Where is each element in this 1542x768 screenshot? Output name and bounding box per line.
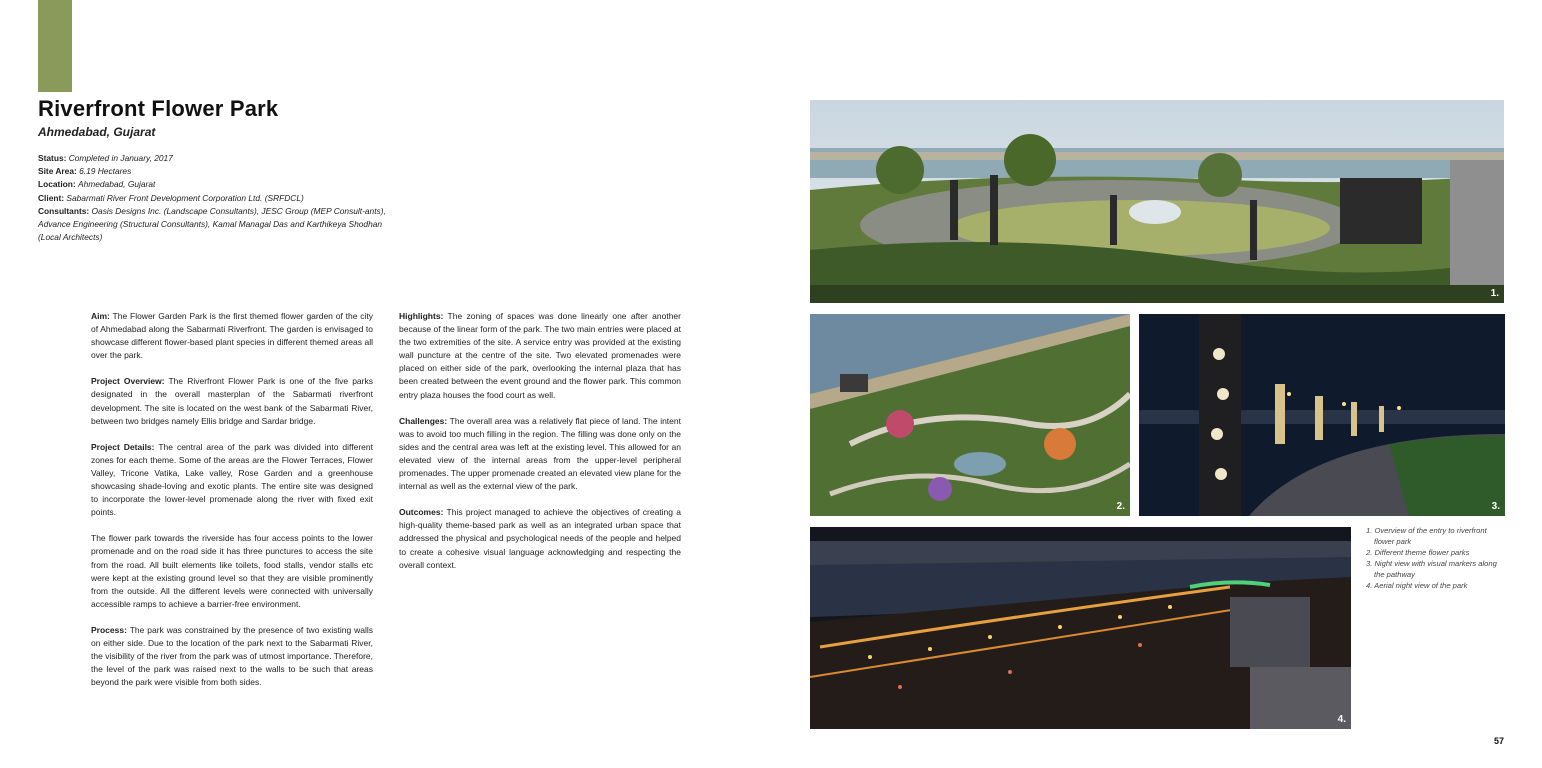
para-text: The zoning of spaces was done linearly one after another because of the linear form of the park. The two main entries were placed at the two extremities of the site. A service entry was provided at the existing wall puncture at the centre of the site. Two elevated promenades were placed on either side of the park, overlooking the internal plaza that has been created between the event ground and the flower park. This common entry plaza houses the food court as well. — [399, 311, 681, 400]
para-process — [91, 624, 373, 689]
para-label: Project Details: — [91, 441, 155, 452]
page-number: 57 — [1494, 736, 1505, 746]
photo-number: 3. — [1491, 501, 1500, 512]
caption-item: 4. Aerial night view of the park — [1366, 581, 1468, 590]
meta-site-area-value: 6.19 Hectares — [79, 166, 132, 177]
photo-park-entry-graphic — [810, 100, 1504, 303]
caption-item: 1. Overview of the entry to riverfront flower park — [1366, 526, 1487, 546]
para-challenges — [399, 415, 681, 494]
para-text: The central area of the park was divided into different zones for each theme. Some of the areas are the Flower Terraces, Flower Valley, Tricone Vatika, Lake valley, Rose Garden and a greenhouse showcasing shade-loving and exotic plants. The entire site was designed to incorporate the lower-level promenade along the river with fixed exit points. — [91, 441, 373, 518]
photo-aerial-night-view — [810, 527, 1351, 729]
meta-client — [38, 192, 403, 205]
para-label: Project Overview: — [91, 376, 165, 387]
photo-night-pathway-markers — [1139, 314, 1505, 516]
photo-number: 1. — [1490, 288, 1499, 299]
caption-item: 3. Night view with visual markers along the pathway — [1366, 559, 1497, 579]
page-subtitle: Ahmedabad, Gujarat — [38, 125, 156, 139]
para-text: The Flower Garden Park is the first themed flower garden of the city of Ahmedabad along the Sabarmati Riverfront. The garden is envisaged to showcase different flower-based plant species in different themed areas all over the park. — [91, 311, 373, 361]
para-outcomes — [399, 506, 681, 571]
meta-client-value: Sabarmati River Front Development Corporation Ltd. (SRFDCL) — [66, 192, 304, 203]
photo-aerial-night-graphic — [810, 527, 1351, 729]
meta-location — [38, 178, 403, 191]
para-text: The park was constrained by the presence of two existing walls on either side. Due to the location of the park next to the Sabarmati River, the visibility of the river from the park was of utmost importance. Therefore, the level of the park was raised next to the walls to be such that areas beyond the park were visible from both sides. — [91, 624, 373, 688]
project-meta — [38, 152, 403, 244]
photo-theme-flower-parks — [810, 314, 1130, 516]
para-label: Aim: — [91, 311, 110, 321]
para-label: Challenges: — [399, 415, 448, 426]
para-text: The Riverfront Flower Park is one of the five parks designated in the overall masterplan of the Sabarmati riverfront development. The site is located on the west bank of the Sabarmati River, between two bridges namely Ellis bridge and Sardar bridge. — [91, 376, 373, 426]
para-overview — [91, 375, 373, 427]
para-label: Highlights: — [399, 311, 444, 321]
accent-bar — [38, 0, 72, 92]
body-column-left — [91, 310, 373, 702]
caption-item: 2. Different theme flower parks — [1366, 548, 1470, 557]
meta-status — [38, 152, 403, 165]
meta-site-area-label: Site Area: — [38, 166, 77, 177]
body-column-right — [399, 310, 681, 585]
photo-night-pathway-graphic — [1139, 314, 1505, 516]
meta-client-label: Client: — [38, 192, 65, 203]
para-text: This project managed to achieve the objectives of creating a high-quality theme-based park as well as an integrated urban space that addressed the physical and psychological needs of the people and helped to create a cohesive visual language acknowledging and respecting the overall context. — [399, 507, 681, 570]
photo-number: 4. — [1337, 714, 1346, 725]
para-highlights — [399, 310, 681, 402]
para-label: Outcomes: — [399, 507, 444, 518]
meta-consultants — [38, 205, 403, 245]
para-access — [91, 532, 373, 611]
para-text: The flower park towards the riverside has four access points to the lower promenade and on the road side it has three punctures to access the site from the road. All built elements like toilets, food stalls, vendor stalls etc were kept at the existing ground level so that they are visible prominently from the outside. All the different levels were connected with universally accessible ramps to achieve a barrier-free environment. — [91, 533, 373, 609]
photo-theme-flower-parks-graphic — [810, 314, 1130, 516]
para-text: The overall area was a relatively flat piece of land. The intent was to avoid too much filling in the region. The filling was done only on the sides and the central area was left at the existing level. This allowed for an elevated view of the internal areas from the upper-level peripheral promenades. The upper promenade created an elevated view plane for the internal as well as the external view of the park. — [399, 415, 681, 492]
meta-site-area — [38, 165, 403, 178]
meta-status-label: Status: — [38, 153, 67, 163]
meta-consultants-value: Oasis Designs Inc. (Landscape Consultants), JESC Group (MEP Consult-ants), Advance Engineering (Structural Consultants), Kamal Managal Das and Karthikeya Shodhan (Local Architects) — [38, 205, 386, 243]
para-aim — [91, 310, 373, 362]
photo-captions — [1366, 525, 1506, 591]
meta-status-value: Completed in January, 2017 — [68, 153, 173, 163]
meta-location-label: Location: — [38, 179, 76, 190]
photo-park-entry-overview — [810, 100, 1504, 303]
meta-consultants-label: Consultants: — [38, 205, 90, 216]
photo-number: 2. — [1116, 501, 1125, 512]
para-label: Process: — [91, 624, 127, 635]
page-title: Riverfront Flower Park — [38, 96, 279, 121]
para-details — [91, 441, 373, 520]
meta-location-value: Ahmedabad, Gujarat — [78, 179, 156, 190]
